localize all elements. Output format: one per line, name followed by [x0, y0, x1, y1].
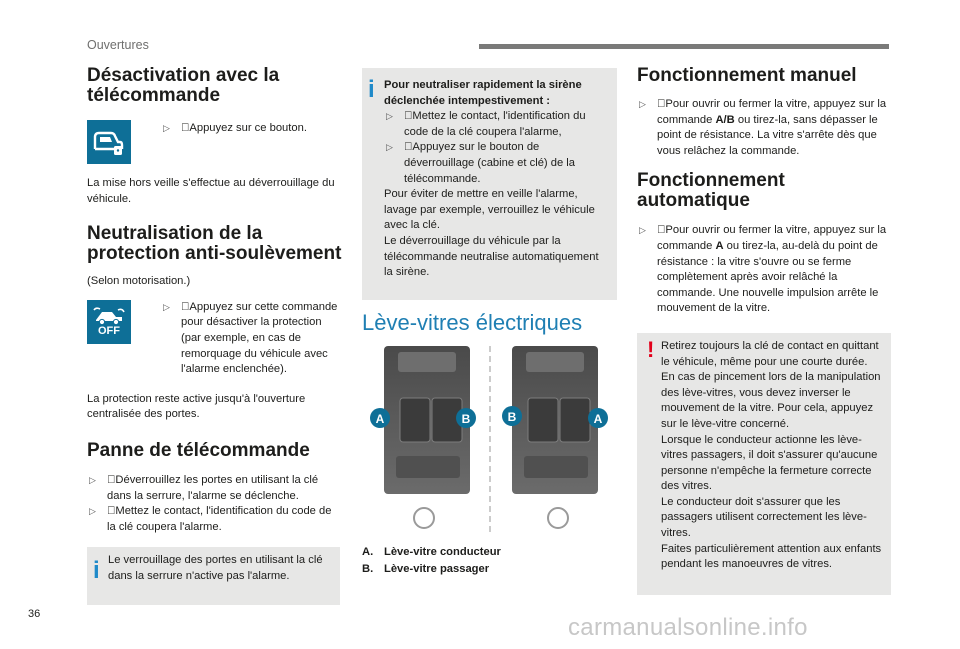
section-title: Lève-vitres électriques	[362, 310, 583, 335]
info-box-lock: i Le verrouillage des portes en utilisant la clé dans la serrure n'active pas l'alarme.	[87, 547, 340, 605]
deact-row: ▷ Appuyez sur ce bouton.	[87, 120, 342, 164]
label-b-right: B	[507, 410, 517, 424]
list-item: ▷ Pour ouvrir ou fermer la vitre, appuyez sur la commande A/B ou tirez-la, sans dépasser le point de résistance. La vitre s'arrête dès que vous relâchez la commande.	[639, 98, 887, 157]
auto-title: Fonctionnement automatique	[637, 170, 785, 212]
window-switch-illustration	[362, 346, 617, 538]
caption-a: A. Lève-vitre conducteur	[362, 546, 501, 558]
header-bar	[479, 44, 889, 49]
tow-off-icon: OFF	[87, 300, 131, 344]
warning-icon: !	[647, 336, 655, 362]
remote-vehicle-icon	[87, 120, 131, 164]
label-b-left: B	[461, 412, 471, 426]
list-item: ▷ Appuyez sur le bouton de déverrouillage (cabine et clé) de la télécommande.	[386, 141, 576, 185]
neutral-title: Neutralisation de la protection anti-soulèvement	[87, 223, 342, 265]
list-item: ▷ Pour ouvrir ou fermer la vitre, appuyez sur la commande A ou tirez-la, au-delà du point de résistance : la vitre s'ouvre ou se ferme complètement après avoir relâché la commande. Une nouvelle impulsion arrête le mouvement de la vitre.	[639, 224, 887, 315]
info-icon: i	[368, 76, 375, 103]
list-item: ▷ Déverrouillez les portes en utilisant la clé dans la serrure, l'alarme se déclenche.	[89, 473, 319, 502]
caption-b: B. Lève-vitre passager	[362, 563, 490, 575]
column-left	[87, 66, 342, 605]
neutral-row: OFF ▷ Appuyez sur cette commande pour désactiver la protection (par exemple, en cas de remorquage du véhicule avec l'alarme enclenchée).	[87, 300, 342, 378]
warning-box: ! Retirez toujours la clé de contact en quittant le véhicule, même pour une courte durée. En cas de pincement lors de la manipulation des lève-vitres, vous devez inverser le mouvement de la vitre. Pour cela, appuyez sur le lève-vitre concerné. Lorsque le conducteur actionne les lève-vitres passagers, il doit s'assurer qu'aucune personne n'empêche la fermeture correcte des vitres. Le conducteur doit s'assurer que les passagers utilisent correctement les lève-vitres. Faites particulièrement attention aux enfants pendant les manoeuvres de vitres.	[637, 333, 891, 595]
info-box-siren: i Pour neutraliser rapidement la sirène déclenchée intempestivement : ▷ Mettez le contact, l'identification du code de la clé coupera l'alarme, ▷ Appuyez sur le bouton de déverrouillage (cabine et clé) de la télécommande. Pour éviter de mettre en veille l'alarme, lavage par exemple, verrouillez le véhicule avec la clé. Le déverrouillage du véhicule par la télécommande neutralise automatiquement la sirène.	[362, 68, 617, 300]
neutral-para: La protection reste active jusqu'à l'ouverture centralisée des portes.	[87, 392, 306, 421]
watermark: carmanualsonline.info	[568, 614, 808, 641]
neutral-note: (Selon motorisation.)	[87, 275, 191, 288]
column-right	[637, 66, 892, 595]
info-icon: i	[93, 557, 100, 585]
label-a-left: A	[375, 412, 385, 426]
list-item: ▷ Mettez le contact, l'identification du code de la clé coupera l'alarme,	[386, 110, 586, 138]
panne-title: Panne de télécommande	[87, 439, 310, 461]
page-number: 36	[28, 608, 41, 620]
deact-para: La mise hors veille s'effectue au déverrouillage du véhicule.	[87, 177, 335, 205]
column-middle	[362, 68, 617, 578]
deact-title: Désactivation avec la télécommande	[87, 65, 280, 106]
manual-title: Fonctionnement manuel	[637, 65, 857, 86]
label-a-right: A	[593, 412, 603, 426]
list-item: ▷ Mettez le contact, l'identification du code de la clé coupera l'alarme.	[89, 505, 332, 533]
section-header: Ouvertures	[87, 38, 149, 52]
captions	[362, 544, 617, 578]
panne-list	[87, 473, 342, 535]
